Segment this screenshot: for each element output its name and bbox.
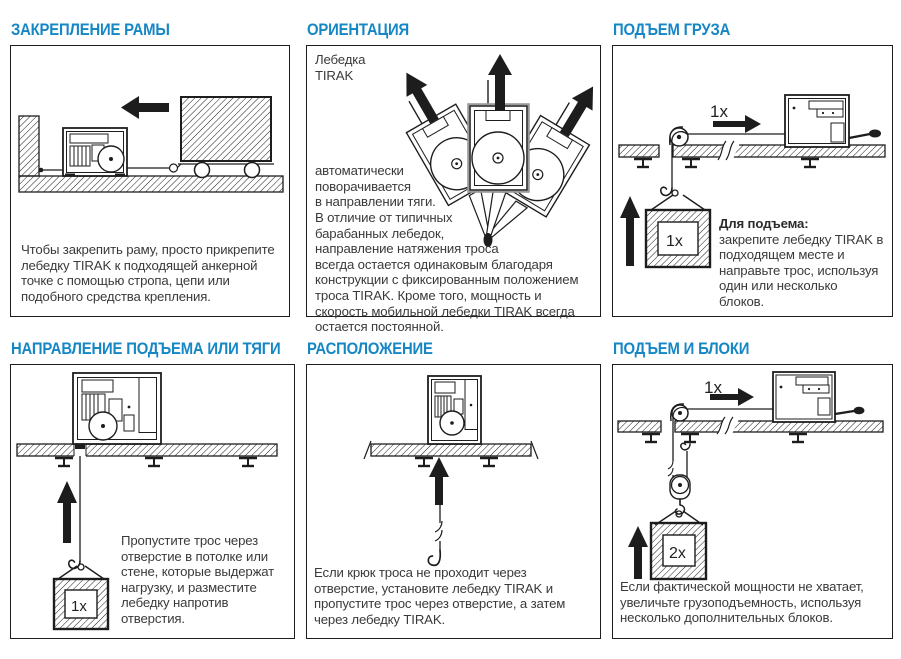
caption-lead: Для подъема:: [719, 216, 809, 231]
winch-side-icon: [785, 95, 881, 147]
rope-break: [667, 461, 679, 476]
figure-orientation: [306, 45, 601, 335]
winch-front-icon: [73, 373, 161, 444]
rope-count-label: 1x: [710, 102, 728, 121]
figure-lifting-blocks: [612, 364, 893, 639]
hook-icon: [69, 560, 84, 570]
trailer-icon: [177, 97, 274, 178]
panel-title: РАСПОЛОЖЕНИЕ: [307, 340, 433, 358]
panel-caption: Пропустите трос через отверстие в потолке или стене, которые выдержат нагрузку, и разместите лебедку напротив отверстия.: [121, 533, 275, 626]
clamp-icon: [642, 434, 807, 442]
load-box: [54, 566, 108, 629]
panel-title: ЗАКРЕПЛЕНИЕ РАМЫ: [11, 21, 170, 39]
rope-line: [127, 164, 178, 172]
load-count-label: 1x: [666, 233, 683, 250]
rope-count-label: 1x: [704, 378, 722, 397]
caption-body: закрепите лебедку TIRAK в подходящем месте и направьте трос, используя один или несколько блоков.: [719, 231, 884, 309]
ground-slab: [19, 176, 283, 192]
rope-line: [434, 505, 446, 550]
frame-mounting-illustration: [11, 46, 288, 236]
panel-title: НАПРАВЛЕНИЕ ПОДЪЕМА ИЛИ ТЯГИ: [11, 340, 281, 358]
clamp-icon: [55, 458, 257, 466]
panel-frame-mounting: [10, 20, 290, 317]
rope-line: [673, 407, 773, 481]
arrow-up-icon: [628, 526, 648, 579]
arrow-up-icon: [620, 196, 640, 266]
panel-caption: Если крюк троса не проходит через отверстие, установите лебедку TIRAK и пропустите трос через отверстие, а затем через лебедку TIRAK.: [314, 565, 566, 627]
wall: [19, 116, 39, 176]
winch-side-icon: [39, 128, 127, 177]
winch-side-icon: [773, 372, 865, 422]
arrow-up-right-icon: [554, 80, 603, 140]
load-count-label: 2x: [669, 545, 686, 562]
hook-icon: [661, 187, 678, 196]
arrow-up-icon: [429, 457, 449, 505]
load-box: [651, 511, 706, 579]
panel-title: ПОДЪЕМ И БЛОКИ: [613, 340, 750, 358]
pulley-block-icon: [670, 475, 690, 514]
panel-lift-direction: [10, 339, 295, 639]
panel-positioning: [306, 339, 601, 639]
clamp-icon: [415, 458, 498, 466]
ceiling-slab: [17, 443, 277, 457]
panel-caption: Лебедка TIRAK автоматически поворачивается в направлении тяги. В отличие от типичных барабанных лебедок, направление натяжения троса всегда остается одинаковым благодаря конструкции с фиксированным положением троса TIRAK. Кроме того, мощность и скорость мобильной лебедки TIRAK всегда остается постоянной.: [315, 52, 579, 335]
panel-caption: Чтобы закрепить раму, просто прикрепите лебедку TIRAK к подходящей анкерной точке с помощью стропа, цепи или подобного средства крепления.: [21, 242, 275, 304]
load-box: [646, 195, 710, 267]
figure-frame-mounting: [10, 45, 290, 317]
load-count-label: 1x: [71, 598, 87, 615]
panel-load-lifting: [612, 20, 893, 317]
ceiling-slab: [618, 417, 883, 434]
arrow-left-icon: [121, 96, 169, 119]
arrow-up-left-icon: [396, 67, 445, 127]
figure-positioning: [306, 364, 601, 639]
wheel-icon: [195, 163, 210, 178]
wheel-icon: [245, 163, 260, 178]
panel-caption: [719, 216, 885, 310]
figure-lift-direction: [10, 364, 295, 639]
hook-icon: [428, 550, 440, 565]
panel-caption: Если фактической мощности не хватает, увеличьте грузоподъемность, используя несколько дополнительных блоков.: [620, 579, 864, 626]
panel-orientation: [306, 20, 601, 335]
panel-title: ПОДЪЕМ ГРУЗА: [613, 21, 731, 39]
arrow-up-icon: [488, 54, 512, 110]
figure-load-lifting: [612, 45, 893, 317]
panel-title: ОРИЕНТАЦИЯ: [307, 21, 410, 39]
winch-front-icon: [428, 376, 481, 444]
panel-lifting-blocks: [612, 339, 893, 639]
arrow-up-icon: [57, 481, 77, 543]
